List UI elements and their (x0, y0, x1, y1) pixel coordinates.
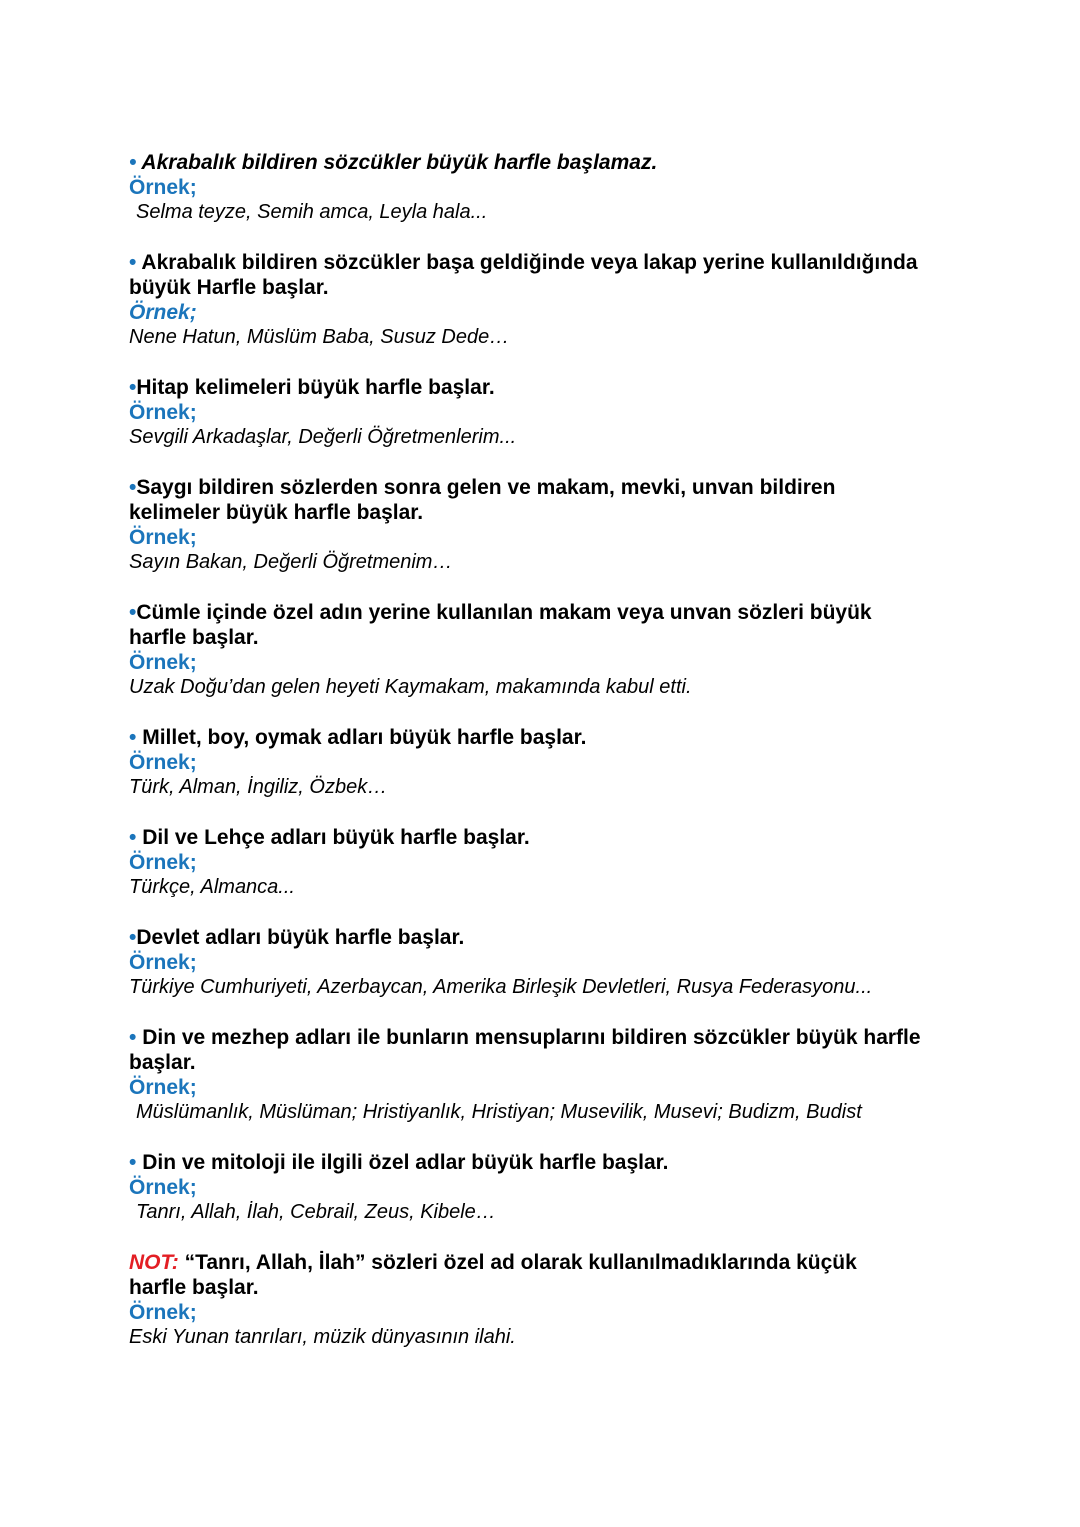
rule-heading: • Din ve mezhep adları ile bunların mensuplarını bildiren sözcükler büyük harfle (129, 1026, 921, 1049)
note-heading: NOT: “Tanrı, Allah, İlah” sözleri özel ad olarak kullanılmadıklarında küçük (129, 1251, 857, 1274)
bullet-icon: • (129, 1151, 137, 1174)
bullet-icon: • (129, 726, 137, 749)
bullet-icon: • (129, 826, 137, 849)
rule-heading: •Cümle içinde özel adın yerine kullanılan makam veya unvan sözleri büyük (129, 601, 872, 624)
example-label: Örnek; (129, 1301, 197, 1324)
note-block (129, 1250, 969, 1350)
bullet-icon: • (129, 376, 137, 399)
rule-heading: • Din ve mitoloji ile ilgili özel adlar büyük harfle başlar. (129, 1151, 669, 1174)
example-label: Örnek; (129, 851, 197, 874)
example-label: Örnek; (129, 1176, 197, 1199)
bullet-icon: • (129, 1026, 137, 1049)
example-text: Uzak Doğu’dan gelen heyeti Kaymakam, makamında kabul etti. (129, 676, 692, 698)
rule-heading: •Hitap kelimeleri büyük harfle başlar. (129, 376, 495, 399)
rule-heading: •Saygı bildiren sözlerden sonra gelen ve makam, mevki, unvan bildiren (129, 476, 836, 499)
rule-1 (129, 150, 969, 225)
example-label: Örnek; (129, 176, 197, 199)
rule-3 (129, 375, 969, 450)
example-label: Örnek; (129, 751, 197, 774)
rules-list (129, 150, 969, 1375)
rule-heading-continued: kelimeler büyük harfle başlar. (129, 501, 424, 524)
example-label: Örnek; (129, 951, 197, 974)
note-heading-continued: harfle başlar. (129, 1276, 259, 1299)
bullet-icon: • (129, 926, 137, 949)
rule-6 (129, 725, 969, 800)
example-text: Tanrı, Allah, İlah, Cebrail, Zeus, Kibele… (136, 1201, 496, 1223)
rule-heading-continued: başlar. (129, 1051, 196, 1074)
bullet-icon: • (129, 151, 137, 174)
example-label: Örnek; (129, 401, 197, 424)
rule-heading: • Akrabalık bildiren sözcükler başa geldiğinde veya lakap yerine kullanıldığında (129, 251, 918, 274)
rule-heading: •Devlet adları büyük harfle başlar. (129, 926, 465, 949)
example-label: Örnek; (129, 301, 197, 324)
rule-4 (129, 475, 969, 575)
bullet-icon: • (129, 476, 137, 499)
rule-10 (129, 1150, 969, 1225)
rule-9 (129, 1025, 969, 1125)
rule-5 (129, 600, 969, 700)
rule-8 (129, 925, 969, 1000)
example-text: Nene Hatun, Müslüm Baba, Susuz Dede… (129, 326, 510, 348)
rule-2 (129, 250, 969, 350)
example-label: Örnek; (129, 1076, 197, 1099)
example-text: Müslümanlık, Müslüman; Hristiyanlık, Hristiyan; Musevilik, Musevi; Budizm, Budist (136, 1101, 862, 1123)
example-label: Örnek; (129, 526, 197, 549)
example-text: Türk, Alman, İngiliz, Özbek… (129, 776, 388, 798)
example-text: Türkçe, Almanca... (129, 876, 295, 898)
note-tag: NOT: (129, 1251, 179, 1274)
rule-heading: • Akrabalık bildiren sözcükler büyük harfle başlamaz. (129, 151, 658, 174)
example-text: Sevgili Arkadaşlar, Değerli Öğretmenlerim... (129, 426, 517, 448)
example-text: Eski Yunan tanrıları, müzik dünyasının ilahi. (129, 1326, 516, 1348)
example-text: Türkiye Cumhuriyeti, Azerbaycan, Amerika Birleşik Devletleri, Rusya Federasyonu... (129, 976, 873, 998)
rule-heading: • Millet, boy, oymak adları büyük harfle başlar. (129, 726, 587, 749)
example-label: Örnek; (129, 651, 197, 674)
example-text: Sayın Bakan, Değerli Öğretmenim… (129, 551, 453, 573)
rule-heading: • Dil ve Lehçe adları büyük harfle başlar. (129, 826, 530, 849)
rule-7 (129, 825, 969, 900)
rule-heading-continued: büyük Harfle başlar. (129, 276, 329, 299)
rule-heading-continued: harfle başlar. (129, 626, 259, 649)
example-text: Selma teyze, Semih amca, Leyla hala... (136, 201, 488, 223)
bullet-icon: • (129, 601, 137, 624)
bullet-icon: • (129, 251, 137, 274)
